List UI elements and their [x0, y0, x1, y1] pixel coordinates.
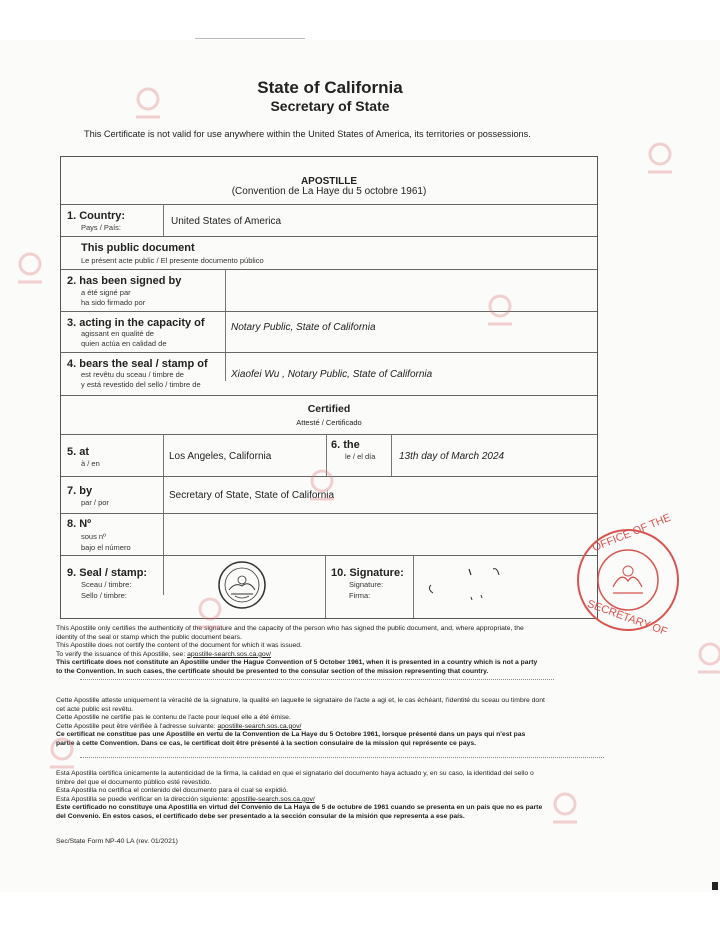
english-line: This Apostille does not certify the content of the document for which it was issued. — [56, 642, 302, 650]
public-doc-label: This public document — [81, 242, 195, 254]
divider — [163, 204, 164, 236]
capacity-value: Notary Public, State of California — [231, 322, 376, 333]
capacity-sub1: agissant en qualité de — [81, 329, 154, 338]
divider — [61, 555, 597, 556]
spanish-line: Este certificado no constituye una Apostilla en virtud del Convenio de La Haya de 5 de octubre de 1961 cuando se presenta en un país que no es parte — [56, 804, 543, 812]
form-number: Sec/State Form NP-40 LA (rev. 01/2021) — [56, 838, 178, 845]
spanish-line: Esta Apostilla certifica únicamente la autenticidad de la firma, la calidad en que el signatario del documento haya actuado y, en su caso, la identidad del sello o — [56, 770, 534, 777]
divider — [61, 352, 597, 353]
spanish-line: del Convenio. En estos casos, el certificado debe ser presentado a la sección consular de la misión que representa a ese país. — [56, 812, 465, 820]
divider — [163, 434, 164, 595]
english-verify — [56, 651, 616, 660]
divider — [61, 236, 597, 237]
capacity-label: 3. acting in the capacity of — [67, 317, 205, 329]
stamp-text-bottom: SECRETARY OF — [585, 597, 669, 639]
watermark-logo — [42, 735, 82, 775]
spanish-line: Esta Apostilla se puede verificar en la dirección siguiente: — [56, 795, 230, 803]
spanish-line: timbre del que el documento público esté revestido. — [56, 778, 212, 786]
apostille-heading: APOSTILLE — [300, 176, 358, 187]
signed-by-sub2: ha sido firmado por — [81, 298, 146, 307]
watermark-logo — [480, 292, 520, 332]
french-notice — [56, 697, 616, 749]
divider — [391, 434, 392, 476]
divider — [225, 269, 226, 381]
number-label: 8. Nº — [67, 518, 92, 530]
seal-of-value: Xiaofei Wu , Notary Public, State of California — [231, 369, 433, 380]
french-verify — [56, 723, 616, 732]
at-label: 5. at — [67, 446, 90, 458]
dashed-divider — [80, 679, 554, 680]
signature-label: 10. Signature: — [331, 567, 404, 579]
the-label: 6. the — [331, 439, 360, 451]
number-sub1: sous nº — [81, 532, 106, 541]
seal-of-sub1: est revêtu du sceau / timbre de — [81, 370, 184, 379]
divider — [61, 434, 597, 435]
signed-by-label: 2. has been signed by — [67, 275, 182, 287]
signature-sub1: Signature: — [349, 580, 384, 589]
certified-sub: Attesté / Certificado — [296, 418, 362, 427]
divider — [61, 204, 597, 205]
spanish-verify — [56, 796, 616, 805]
by-sub: par / por — [81, 498, 109, 507]
french-line: Ce certificat ne constitue pas une Apostille en vertu de la Convention de La Haye du 5 Octobre 1961, lorsque présenté dans un pays qui n'est pas — [56, 731, 526, 739]
french-line: Cette Apostille atteste uniquement la véracité de la signature, la qualité en laquelle le signataire de l'acte a agi et, le cas échéant, l'identité du sceau ou timbre dont — [56, 697, 545, 704]
the-value: 13th day of March 2024 — [399, 451, 505, 462]
document-title: State of California — [257, 78, 403, 97]
french-line: Cette Apostille peut être vérifiée à l'adresse suivante: — [56, 722, 216, 730]
scan-mark — [712, 882, 718, 890]
by-value: Secretary of State, State of California — [169, 490, 335, 501]
divider — [413, 555, 414, 618]
english-line: This Apostille only certifies the authenticity of the signature and the capacity of the person who has signed the public document, and, where appropriate, the — [56, 625, 524, 632]
signed-by-sub1: a été signé par — [81, 288, 131, 297]
handwritten-signature — [421, 561, 521, 607]
number-sub2: bajo el número — [81, 543, 131, 552]
verification-link[interactable]: apostille-search.sos.ca.gov/ — [187, 650, 271, 658]
seal-sub2: Sello / timbre: — [81, 591, 127, 600]
seal-of-sub2: y está revestido del sello / timbre de — [81, 380, 201, 389]
document-subtitle: Secretary of State — [270, 98, 390, 114]
at-value: Los Angeles, California — [169, 451, 272, 462]
apostille-form — [60, 156, 598, 619]
validity-notice: This Certificate is not valid for use anywhere within the United States of America, its territories or possessions. — [84, 129, 531, 139]
at-sub: à / en — [81, 459, 100, 468]
country-value: United States of America — [171, 216, 282, 227]
dashed-divider — [80, 757, 604, 758]
english-line: To verify the issuance of this Apostille, see: — [56, 650, 186, 658]
watermark-logo — [10, 250, 50, 290]
english-line: to the Convention. In such cases, the certificate should be presented to the consular section of the mission representing that country. — [56, 667, 489, 675]
divider — [61, 269, 597, 270]
the-sub: le / el día — [345, 452, 376, 461]
english-line: identity of the seal or stamp which the public document bears. — [56, 633, 242, 641]
watermark-logo — [690, 640, 720, 680]
verification-link[interactable]: apostille-search.sos.ca.gov/ — [217, 722, 302, 730]
country-sub: Pays / País: — [81, 223, 122, 232]
english-notice — [56, 625, 616, 677]
watermark-logo — [302, 467, 342, 507]
watermark-logo — [545, 790, 585, 830]
seal-of-label: 4. bears the seal / stamp of — [67, 358, 208, 370]
french-line: Cette Apostille ne certifie pas le contenu de l'acte pour lequel elle a été émise. — [56, 714, 291, 722]
verification-link[interactable]: apostille-search.sos.ca.gov/ — [230, 795, 315, 803]
divider — [325, 555, 326, 618]
divider — [61, 513, 597, 514]
divider — [61, 395, 597, 396]
spanish-notice — [56, 770, 616, 822]
seal-label: 9. Seal / stamp: — [67, 567, 148, 579]
capacity-sub2: quien actúa en calidad de — [81, 339, 167, 348]
by-label: 7. by — [67, 485, 93, 497]
english-line: This certificate does not constitute an Apostille under the Hague Convention of 5 October 1961, when it is presented in a country which is not a party — [56, 659, 538, 667]
public-doc-sub: Le présent acte public / El presente documento público — [81, 256, 264, 265]
spanish-line: Esta Apostilla no certifica el contenido del documento para el cual se expidió. — [56, 787, 288, 795]
french-line: partie à cette Convention. Dans ce cas, le certificat doit être présenté à la section consulaire de la mission qui représente ce pays. — [56, 739, 477, 747]
stamp-text-top: OFFICE OF THE — [590, 511, 673, 555]
french-line: cet acte public est revêtu. — [56, 705, 134, 713]
watermark-logo — [128, 85, 168, 125]
certified-label: Certified — [307, 403, 351, 415]
divider — [195, 38, 305, 39]
watermark-logo — [190, 595, 230, 635]
watermark-logo — [640, 140, 680, 180]
seal-sub1: Sceau / timbre: — [81, 580, 132, 589]
country-label: 1. Country: — [67, 210, 126, 222]
signature-sub2: Firma: — [349, 591, 371, 600]
convention-text: (Convention de La Haye du 5 octobre 1961) — [231, 186, 427, 197]
